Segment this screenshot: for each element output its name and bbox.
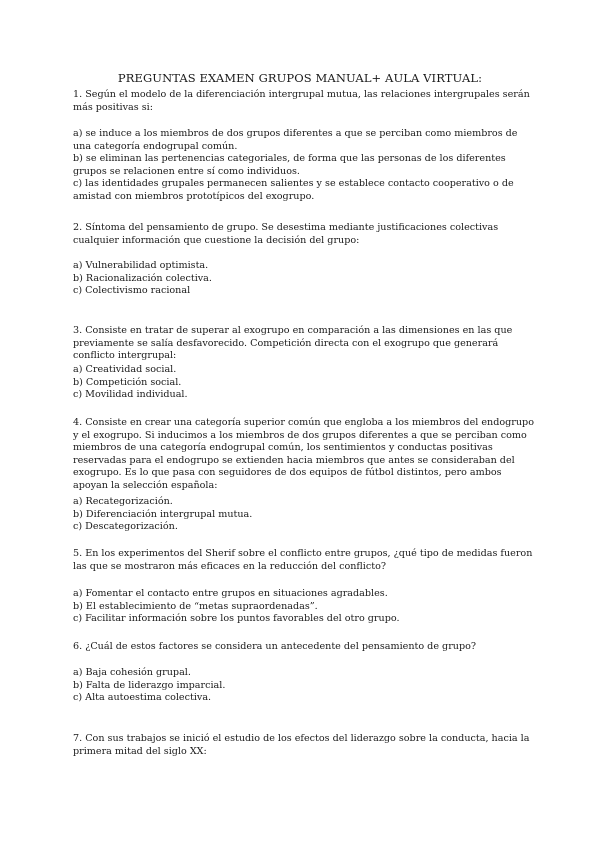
question-text: 7. Con sus trabajos se inició el estudio de los efectos del liderazgo sobre la conducta, hacia la primera mitad del siglo XX: [73, 733, 530, 757]
answer-option-c: c) Facilitar información sobre los puntos favorables del otro grupo. [73, 613, 400, 625]
answer-option-b: b) Falta de liderazgo imparcial. [73, 679, 226, 691]
answer-option-c: c) las identidades grupales permanecen salientes y se establece contacto cooperativo o de amistad con miembros prototípicos del exogrupo. [73, 178, 514, 202]
answer-option-a: a) Creatividad social. [73, 364, 177, 375]
answer-option-c: c) Colectivismo racional [73, 285, 191, 297]
answer-options [73, 588, 538, 626]
question-text: 1. Según el modelo de la diferenciación intergrupal mutua, las relaciones intergrupales serán más positivas si: [73, 89, 530, 113]
answer-options [73, 128, 538, 204]
answer-options [73, 364, 538, 402]
question-text: 3. Consiste en tratar de superar al exogrupo en comparación a las dimensiones en las que previamente se salía desfavorecido. Competición directa con el exogrupo que generará conflicto intergrupal: [73, 325, 513, 362]
answer-option-a: a) Recategorización. [73, 496, 173, 507]
answer-option-a: a) se induce a los miembros de dos grupos diferentes a que se perciban como miembros de una categoría endogrupal común. [73, 128, 518, 152]
answer-options [73, 667, 538, 705]
answer-option-b: b) Competición social. [73, 376, 182, 388]
answer-option-b: b) Racionalización colectiva. [73, 272, 212, 284]
answer-option-c: c) Alta autoestima colectiva. [73, 692, 212, 704]
answer-options [73, 496, 538, 534]
document-title: PREGUNTAS EXAMEN GRUPOS MANUAL+ AULA VIRTUAL: [117, 71, 483, 85]
question-text: 5. En los experimentos del Sherif sobre el conflicto entre grupos, ¿qué tipo de medidas fueron las que se mostraron más eficaces en la reducción del conflicto? [73, 548, 533, 572]
answer-option-a: a) Baja cohesión grupal. [73, 667, 191, 678]
answer-option-b: b) se eliminan las pertenencias categoriales, de forma que las personas de los diferentes grupos se relacionen entre sí como individuos. [73, 153, 506, 177]
answer-option-c: c) Descategorización. [73, 521, 178, 533]
answer-option-b: b) Diferenciación intergrupal mutua. [73, 508, 253, 520]
answer-option-a: a) Fomentar el contacto entre grupos en situaciones agradables. [73, 588, 388, 599]
answer-option-a: a) Vulnerabilidad optimista. [73, 260, 209, 271]
question-text: 2. Síntoma del pensamiento de grupo. Se desestima mediante justificaciones colectivas cualquier información que cuestione la decisión del grupo: [73, 222, 499, 246]
question-text: 4. Consiste en crear una categoría superior común que engloba a los miembros del endogrupo y el exogrupo. Si inducimos a los miembros de dos grupos diferentes a que se perciban como miembros de una categoría endogrupal común, los sentimientos y conductas positivas reservadas para el endogrupo se extienden hacia miembros que antes se consideraban del exogrupo. Es lo que pasa con seguidores de dos equipos de fútbol distintos, pero ambos apoyan la selección española: [73, 417, 534, 491]
question-text: 6. ¿Cuál de estos factores se considera un antecedente del pensamiento de grupo? [73, 641, 477, 652]
answer-options [73, 260, 538, 298]
answer-option-b: b) El establecimiento de “metas supraordenadas”. [73, 600, 318, 612]
answer-option-c: c) Movilidad individual. [73, 389, 188, 401]
